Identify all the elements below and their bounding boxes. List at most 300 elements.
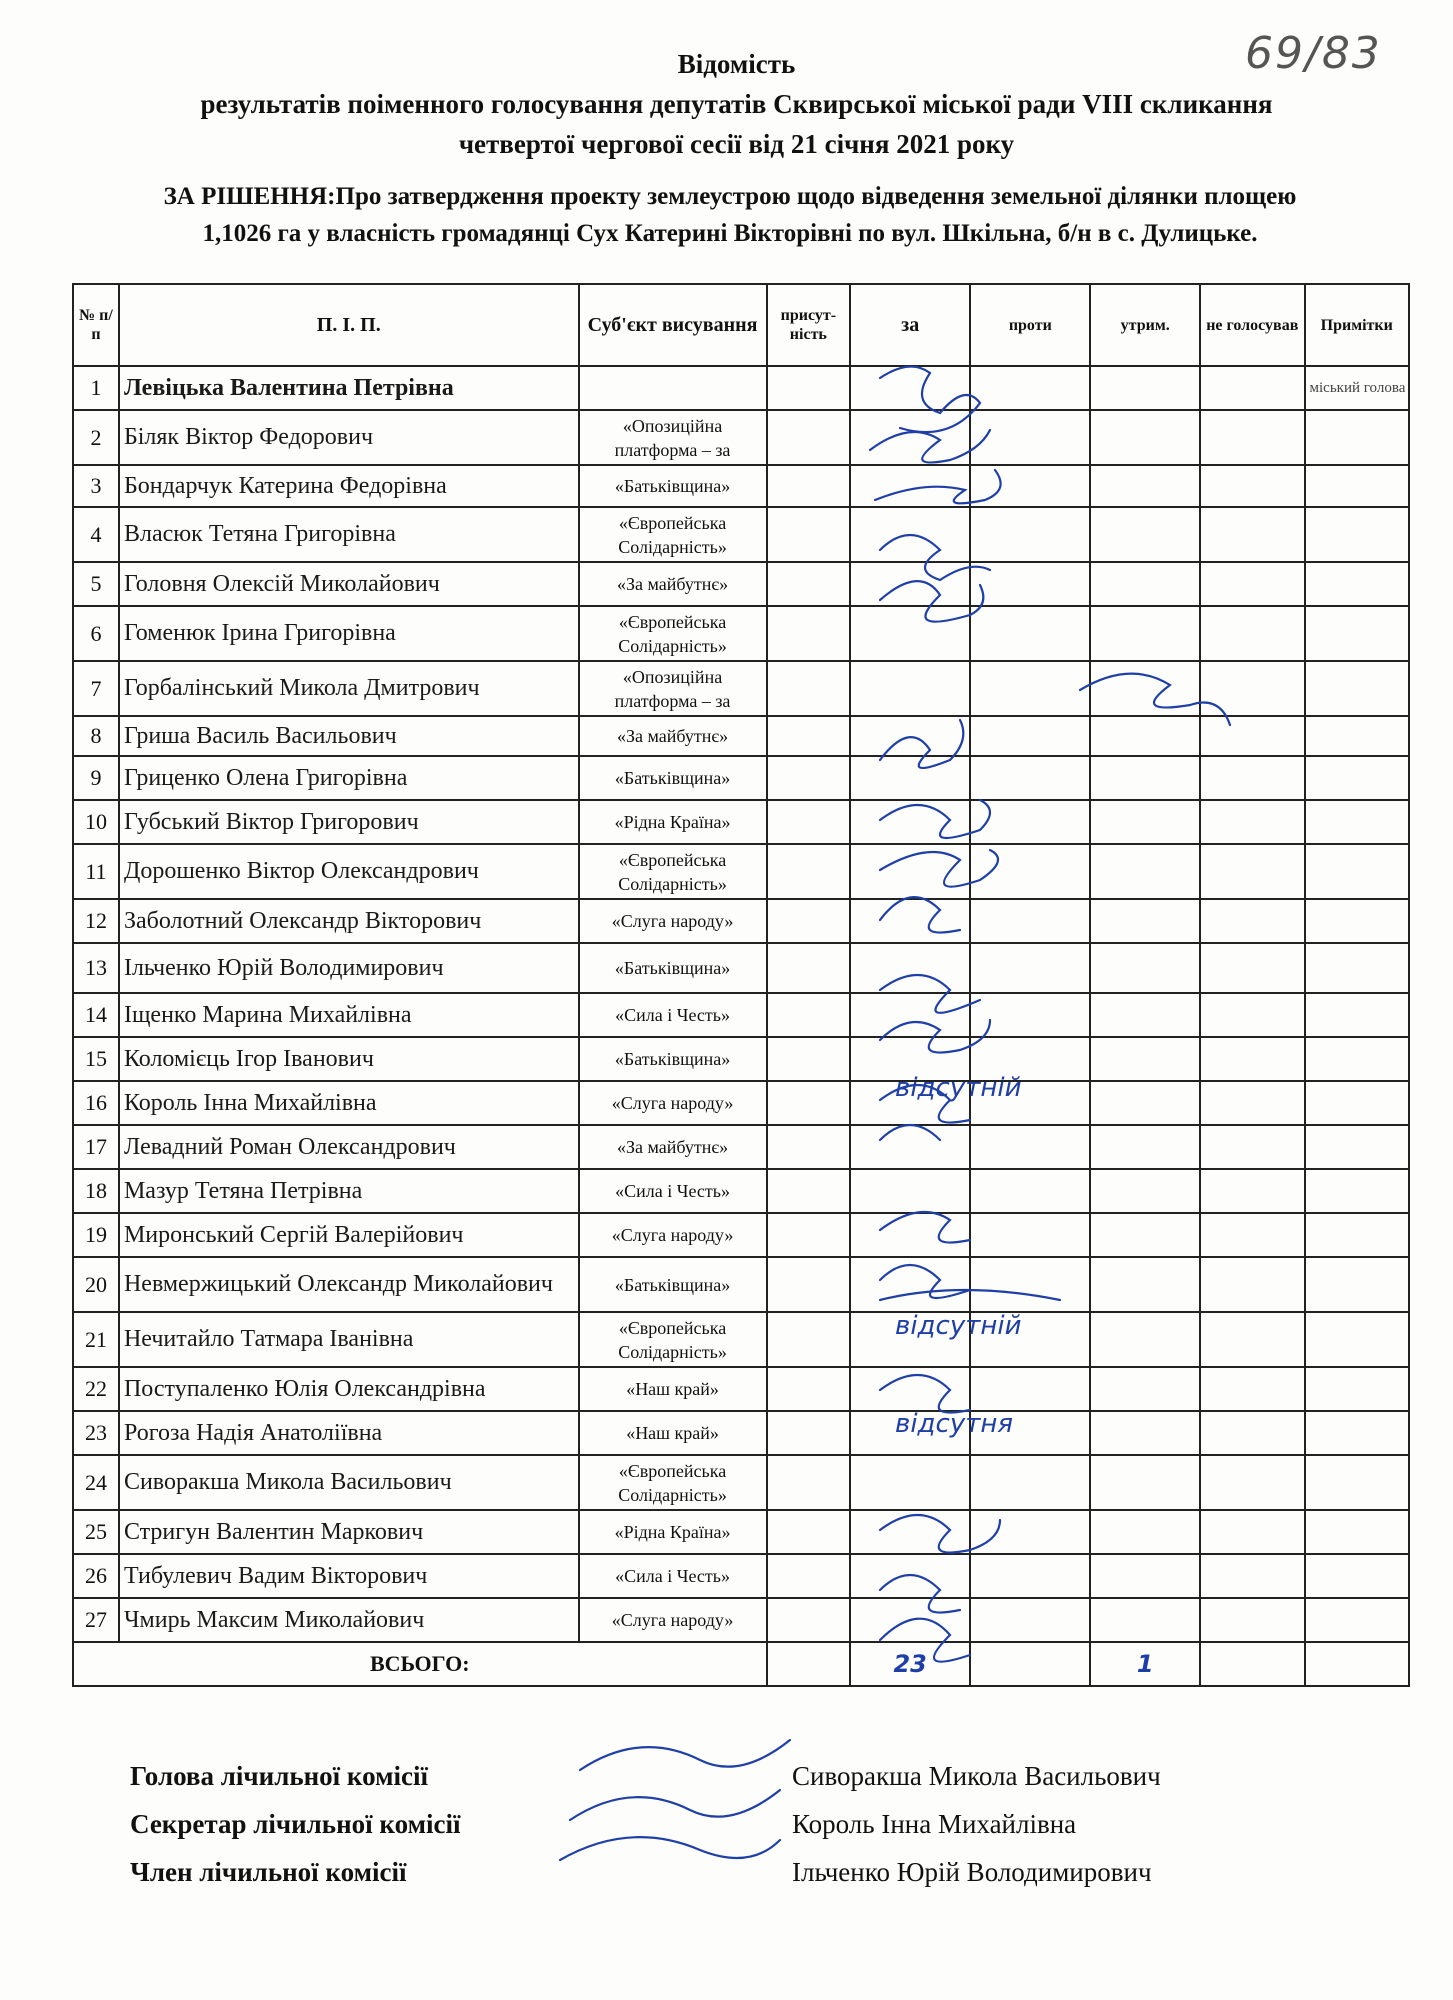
abstain-cell	[1090, 1213, 1200, 1257]
row-number: 21	[73, 1312, 119, 1367]
abstain-cell	[1090, 1510, 1200, 1554]
member-role: Член лічильної комісії	[130, 1857, 407, 1887]
for-cell	[850, 606, 970, 661]
note-cell	[1305, 562, 1410, 606]
row-number: 17	[73, 1125, 119, 1169]
present-cell	[767, 1169, 851, 1213]
note-cell	[1305, 756, 1410, 800]
for-cell	[850, 1598, 970, 1642]
present-cell	[767, 606, 851, 661]
note-cell	[1305, 899, 1410, 943]
chair-name: Сиворакша Микола Васильович	[792, 1761, 1161, 1791]
present-cell	[767, 844, 851, 899]
for-cell	[850, 465, 970, 507]
abstain-cell	[1090, 1125, 1200, 1169]
nominating-party: «За майбутнє»	[579, 562, 767, 606]
commission-signatures	[130, 1752, 1330, 1896]
not-voted-cell	[1200, 1411, 1304, 1455]
against-cell	[970, 1554, 1090, 1598]
deputy-name: Левіцька Валентина Петрівна	[119, 366, 579, 410]
not-voted-cell	[1200, 1169, 1304, 1213]
present-cell	[767, 1510, 851, 1554]
note-cell	[1305, 1213, 1410, 1257]
table-row	[73, 1081, 1409, 1125]
not-voted-cell	[1200, 507, 1304, 562]
table-row	[73, 1411, 1409, 1455]
total-row	[73, 1642, 1409, 1686]
row-number: 27	[73, 1598, 119, 1642]
not-voted-cell	[1200, 410, 1304, 465]
not-voted-cell	[1200, 1510, 1304, 1554]
not-voted-cell	[1200, 1125, 1304, 1169]
for-cell	[850, 716, 970, 756]
row-number: 26	[73, 1554, 119, 1598]
nominating-party: «Європейська Солідарність»	[579, 1312, 767, 1367]
deputy-name: Дорошенко Віктор Олександрович	[119, 844, 579, 899]
for-cell	[850, 1125, 970, 1169]
session-line: четвертої чергової сесії від 21 січня 2021 року	[458, 129, 1015, 159]
row-number: 19	[73, 1213, 119, 1257]
table-row	[73, 606, 1409, 661]
nominating-party: «Слуга народу»	[579, 1598, 767, 1642]
col-header-for: за	[850, 284, 970, 366]
chair-role: Голова лічильної комісії	[130, 1761, 428, 1791]
row-number: 23	[73, 1411, 119, 1455]
not-voted-cell	[1200, 800, 1304, 844]
note-cell	[1305, 1081, 1410, 1125]
total-present	[767, 1642, 851, 1686]
table-row	[73, 1554, 1409, 1598]
for-cell	[850, 1312, 970, 1367]
deputy-name: Сиворакша Микола Васильович	[119, 1455, 579, 1510]
table-row	[73, 1257, 1409, 1312]
chair-row	[130, 1752, 1330, 1800]
col-header-against: проти	[970, 284, 1090, 366]
against-cell	[970, 465, 1090, 507]
nominating-party: «Слуга народу»	[579, 1213, 767, 1257]
present-cell	[767, 993, 851, 1037]
row-number: 12	[73, 899, 119, 943]
deputy-name: Бондарчук Катерина Федорівна	[119, 465, 579, 507]
note-cell	[1305, 716, 1410, 756]
deputy-name: Гриша Василь Васильович	[119, 716, 579, 756]
nominating-party	[579, 366, 767, 410]
note-cell	[1305, 943, 1410, 993]
for-cell	[850, 1455, 970, 1510]
table-row	[73, 465, 1409, 507]
nominating-party: «Сила і Честь»	[579, 1554, 767, 1598]
table-row	[73, 1125, 1409, 1169]
not-voted-cell	[1200, 844, 1304, 899]
against-cell	[970, 1455, 1090, 1510]
for-cell	[850, 1257, 970, 1312]
note-cell	[1305, 844, 1410, 899]
table-row	[73, 716, 1409, 756]
not-voted-cell	[1200, 606, 1304, 661]
total-abstain: 1	[1090, 1642, 1200, 1686]
table-row	[73, 993, 1409, 1037]
for-cell	[850, 507, 970, 562]
abstain-cell	[1090, 1455, 1200, 1510]
deputy-name: Стригун Валентин Маркович	[119, 1510, 579, 1554]
present-cell	[767, 716, 851, 756]
row-number: 13	[73, 943, 119, 993]
note-cell	[1305, 1125, 1410, 1169]
for-cell	[850, 844, 970, 899]
table-row	[73, 1598, 1409, 1642]
nominating-party: «Опозиційна платформа – за	[579, 661, 767, 716]
total-not-voted	[1200, 1642, 1304, 1686]
present-cell	[767, 756, 851, 800]
against-cell	[970, 1411, 1090, 1455]
member-row	[130, 1848, 1330, 1896]
deputy-name: Гоменюк Ірина Григорівна	[119, 606, 579, 661]
not-voted-cell	[1200, 366, 1304, 410]
nominating-party: «Батьківщина»	[579, 465, 767, 507]
row-number: 25	[73, 1510, 119, 1554]
table-row	[73, 1455, 1409, 1510]
present-cell	[767, 1213, 851, 1257]
present-cell	[767, 1081, 851, 1125]
against-cell	[970, 606, 1090, 661]
not-voted-cell	[1200, 465, 1304, 507]
deputy-name: Невмержицький Олександр Миколайович	[119, 1257, 579, 1312]
table-row	[73, 562, 1409, 606]
col-header-name: П. І. П.	[119, 284, 579, 366]
note-cell	[1305, 465, 1410, 507]
table-row	[73, 507, 1409, 562]
against-cell	[970, 1510, 1090, 1554]
deputy-name: Іщенко Марина Михайлівна	[119, 993, 579, 1037]
present-cell	[767, 1411, 851, 1455]
row-number: 4	[73, 507, 119, 562]
against-cell	[970, 800, 1090, 844]
not-voted-cell	[1200, 1455, 1304, 1510]
abstain-cell	[1090, 465, 1200, 507]
not-voted-cell	[1200, 1257, 1304, 1312]
nominating-party: «Рідна Країна»	[579, 1510, 767, 1554]
table-row	[73, 410, 1409, 465]
present-cell	[767, 1367, 851, 1411]
abstain-cell	[1090, 661, 1200, 716]
for-cell	[850, 1510, 970, 1554]
deputy-name: Біляк Віктор Федорович	[119, 410, 579, 465]
deputy-name: Горбалінський Микола Дмитрович	[119, 661, 579, 716]
table-row	[73, 1213, 1409, 1257]
abstain-cell	[1090, 1312, 1200, 1367]
deputy-name: Миронський Сергій Валерійович	[119, 1213, 579, 1257]
deputy-name: Поступаленко Юлія Олександрівна	[119, 1367, 579, 1411]
row-number: 15	[73, 1037, 119, 1081]
against-cell	[970, 661, 1090, 716]
deputy-name: Король Інна Михайлівна	[119, 1081, 579, 1125]
row-number: 16	[73, 1081, 119, 1125]
against-cell	[970, 1125, 1090, 1169]
deputy-name: Нечитайло Татмара Іванівна	[119, 1312, 579, 1367]
present-cell	[767, 562, 851, 606]
not-voted-cell	[1200, 993, 1304, 1037]
nominating-party: «Наш край»	[579, 1411, 767, 1455]
against-cell	[970, 1598, 1090, 1642]
present-cell	[767, 366, 851, 410]
note-cell	[1305, 661, 1410, 716]
decision-line-1: ЗА РІШЕННЯ:Про затвердження проекту землеустрою щодо відведення земельної ділянки площею	[163, 183, 1297, 210]
col-header-notes: Примітки	[1305, 284, 1410, 366]
for-cell	[850, 1411, 970, 1455]
nominating-party: «Європейська Солідарність»	[579, 507, 767, 562]
not-voted-cell	[1200, 1367, 1304, 1411]
abstain-cell	[1090, 993, 1200, 1037]
row-number: 20	[73, 1257, 119, 1312]
row-number: 6	[73, 606, 119, 661]
deputy-name: Чмирь Максим Миколайович	[119, 1598, 579, 1642]
present-cell	[767, 943, 851, 993]
table-row	[73, 844, 1409, 899]
nominating-party: «Слуга народу»	[579, 1081, 767, 1125]
nominating-party: «Батьківщина»	[579, 756, 767, 800]
member-name: Ільченко Юрій Володимирович	[792, 1857, 1152, 1887]
for-cell	[850, 1169, 970, 1213]
voting-table	[72, 283, 1410, 1687]
document-header	[60, 44, 1413, 164]
present-cell	[767, 410, 851, 465]
table-row	[73, 1312, 1409, 1367]
abstain-cell	[1090, 1037, 1200, 1081]
col-header-present: присут-ність	[767, 284, 851, 366]
note-cell	[1305, 1554, 1410, 1598]
row-number: 2	[73, 410, 119, 465]
note-cell	[1305, 1037, 1410, 1081]
decision-text	[80, 178, 1380, 252]
for-cell	[850, 661, 970, 716]
total-for: 23	[850, 1642, 970, 1686]
nominating-party: «Європейська Солідарність»	[579, 844, 767, 899]
not-voted-cell	[1200, 661, 1304, 716]
against-cell	[970, 899, 1090, 943]
nominating-party: «Слуга народу»	[579, 899, 767, 943]
abstain-cell	[1090, 1598, 1200, 1642]
for-cell	[850, 562, 970, 606]
against-cell	[970, 1312, 1090, 1367]
decision-line-2: 1,1026 га у власність громадянці Сух Катерині Вікторівні по вул. Шкільна, б/н в с. Дулицьке.	[202, 220, 1258, 247]
against-cell	[970, 1257, 1090, 1312]
row-number: 18	[73, 1169, 119, 1213]
note-cell	[1305, 1367, 1410, 1411]
deputy-name: Губський Віктор Григорович	[119, 800, 579, 844]
note-cell	[1305, 993, 1410, 1037]
note-cell	[1305, 1169, 1410, 1213]
nominating-party: «Батьківщина»	[579, 1257, 767, 1312]
secretary-name: Король Інна Михайлівна	[792, 1809, 1077, 1839]
absent-note-15: відсутній	[895, 1073, 1022, 1103]
against-cell	[970, 844, 1090, 899]
against-cell	[970, 562, 1090, 606]
not-voted-cell	[1200, 716, 1304, 756]
deputy-name: Рогоза Надія Анатоліївна	[119, 1411, 579, 1455]
present-cell	[767, 1455, 851, 1510]
present-cell	[767, 1598, 851, 1642]
not-voted-cell	[1200, 1312, 1304, 1367]
col-header-num: № п/п	[73, 284, 119, 366]
abstain-cell	[1090, 606, 1200, 661]
col-header-abstain: утрим.	[1090, 284, 1200, 366]
absent-note-20: відсутній	[895, 1311, 1022, 1341]
not-voted-cell	[1200, 1213, 1304, 1257]
present-cell	[767, 507, 851, 562]
page-number: 69/83	[1245, 28, 1382, 79]
note-cell	[1305, 1312, 1410, 1367]
secretary-row	[130, 1800, 1330, 1848]
not-voted-cell	[1200, 1037, 1304, 1081]
nominating-party: «Батьківщина»	[579, 943, 767, 993]
for-cell	[850, 899, 970, 943]
deputy-name: Мазур Тетяна Петрівна	[119, 1169, 579, 1213]
abstain-cell	[1090, 1257, 1200, 1312]
abstain-cell	[1090, 366, 1200, 410]
abstain-cell	[1090, 943, 1200, 993]
abstain-cell	[1090, 1554, 1200, 1598]
abstain-cell	[1090, 844, 1200, 899]
row-number: 14	[73, 993, 119, 1037]
document-title: Відомість	[677, 49, 796, 79]
table-row	[73, 1367, 1409, 1411]
nominating-party: «Європейська Солідарність»	[579, 606, 767, 661]
present-cell	[767, 1554, 851, 1598]
against-cell	[970, 507, 1090, 562]
against-cell	[970, 1169, 1090, 1213]
table-row	[73, 1169, 1409, 1213]
for-cell	[850, 800, 970, 844]
note-cell	[1305, 410, 1410, 465]
against-cell	[970, 366, 1090, 410]
not-voted-cell	[1200, 943, 1304, 993]
not-voted-cell	[1200, 899, 1304, 943]
nominating-party: «Сила і Честь»	[579, 993, 767, 1037]
note-cell	[1305, 606, 1410, 661]
row-number: 3	[73, 465, 119, 507]
for-cell	[850, 1213, 970, 1257]
nominating-party: «За майбутнє»	[579, 1125, 767, 1169]
note-cell	[1305, 1257, 1410, 1312]
deputy-name: Заболотний Олександр Вікторович	[119, 899, 579, 943]
not-voted-cell	[1200, 1081, 1304, 1125]
for-cell	[850, 993, 970, 1037]
for-cell	[850, 366, 970, 410]
note-cell: міський голова	[1305, 366, 1410, 410]
present-cell	[767, 1037, 851, 1081]
abstain-cell	[1090, 800, 1200, 844]
col-header-party: Суб'єкт висування	[579, 284, 767, 366]
abstain-cell	[1090, 562, 1200, 606]
against-cell	[970, 756, 1090, 800]
present-cell	[767, 1125, 851, 1169]
nominating-party: «За майбутнє»	[579, 716, 767, 756]
abstain-cell	[1090, 1411, 1200, 1455]
note-cell	[1305, 1598, 1410, 1642]
present-cell	[767, 1312, 851, 1367]
row-number: 11	[73, 844, 119, 899]
not-voted-cell	[1200, 756, 1304, 800]
abstain-cell	[1090, 507, 1200, 562]
note-cell	[1305, 1510, 1410, 1554]
table-row	[73, 756, 1409, 800]
against-cell	[970, 993, 1090, 1037]
note-cell	[1305, 800, 1410, 844]
note-cell	[1305, 1411, 1410, 1455]
against-cell	[970, 1367, 1090, 1411]
row-number: 24	[73, 1455, 119, 1510]
abstain-cell	[1090, 1081, 1200, 1125]
nominating-party: «Батьківщина»	[579, 1037, 767, 1081]
table-header-row	[73, 284, 1409, 366]
row-number: 7	[73, 661, 119, 716]
deputy-name: Коломієць Ігор Іванович	[119, 1037, 579, 1081]
deputy-name: Левадний Роман Олександрович	[119, 1125, 579, 1169]
abstain-cell	[1090, 410, 1200, 465]
total-against	[970, 1642, 1090, 1686]
for-cell	[850, 1037, 970, 1081]
abstain-cell	[1090, 1367, 1200, 1411]
deputy-name: Власюк Тетяна Григорівна	[119, 507, 579, 562]
present-cell	[767, 1257, 851, 1312]
col-header-not-voted: не голосував	[1200, 284, 1304, 366]
deputy-name: Ільченко Юрій Володимирович	[119, 943, 579, 993]
secretary-role: Секретар лічильної комісії	[130, 1809, 461, 1839]
nominating-party: «Опозиційна платформа – за	[579, 410, 767, 465]
table-row	[73, 800, 1409, 844]
for-cell	[850, 756, 970, 800]
row-number: 10	[73, 800, 119, 844]
not-voted-cell	[1200, 562, 1304, 606]
abstain-cell	[1090, 756, 1200, 800]
abstain-cell	[1090, 1169, 1200, 1213]
present-cell	[767, 465, 851, 507]
against-cell	[970, 1037, 1090, 1081]
abstain-cell	[1090, 899, 1200, 943]
row-number: 5	[73, 562, 119, 606]
total-label: ВСЬОГО:	[73, 1642, 767, 1686]
document-subtitle: результатів поіменного голосування депутатів Сквирської міської ради VIII скликання	[200, 89, 1273, 119]
for-cell	[850, 943, 970, 993]
table-row	[73, 943, 1409, 993]
for-cell	[850, 1081, 970, 1125]
against-cell	[970, 943, 1090, 993]
against-cell	[970, 410, 1090, 465]
for-cell	[850, 1554, 970, 1598]
deputy-name: Гриценко Олена Григорівна	[119, 756, 579, 800]
present-cell	[767, 800, 851, 844]
total-notes	[1305, 1642, 1410, 1686]
nominating-party: «Наш край»	[579, 1367, 767, 1411]
against-cell	[970, 716, 1090, 756]
note-cell	[1305, 1455, 1410, 1510]
abstain-cell	[1090, 716, 1200, 756]
note-cell	[1305, 507, 1410, 562]
present-cell	[767, 899, 851, 943]
deputy-name: Тибулевич Вадим Вікторович	[119, 1554, 579, 1598]
row-number: 8	[73, 716, 119, 756]
row-number: 9	[73, 756, 119, 800]
absent-note-22: відсутня	[895, 1409, 1013, 1439]
table-row	[73, 1510, 1409, 1554]
against-cell	[970, 1213, 1090, 1257]
against-cell	[970, 1081, 1090, 1125]
for-cell	[850, 1367, 970, 1411]
nominating-party: «Європейська Солідарність»	[579, 1455, 767, 1510]
present-cell	[767, 661, 851, 716]
row-number: 22	[73, 1367, 119, 1411]
deputy-name: Головня Олексій Миколайович	[119, 562, 579, 606]
